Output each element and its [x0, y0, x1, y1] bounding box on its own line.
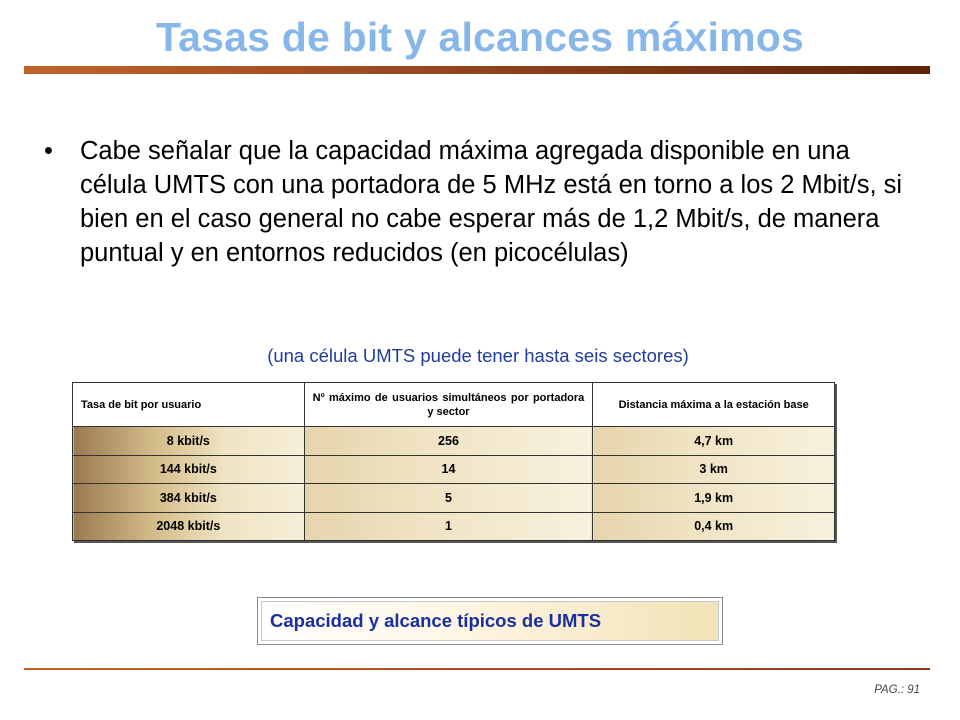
table-row [73, 427, 835, 456]
cell-bit-rate: 2048 kbit/s [73, 512, 305, 541]
cell-max-distance: 3 km [593, 455, 835, 484]
page-number: PAG.: 91 [874, 684, 920, 696]
footer-rule [24, 668, 930, 670]
cell-bit-rate: 8 kbit/s [73, 427, 305, 456]
cell-max-users: 1 [304, 512, 593, 541]
cell-max-distance: 4,7 km [593, 427, 835, 456]
bullet-marker: • [44, 137, 53, 165]
cell-max-users: 256 [304, 427, 593, 456]
header-max-users: Nº máximo de usuarios simultáneos por portadora y sector [304, 383, 593, 427]
cell-max-users: 14 [304, 455, 593, 484]
rates-table [72, 382, 835, 541]
header-bit-rate: Tasa de bit por usuario [73, 383, 305, 427]
header-max-distance: Distancia máxima a la estación base [593, 383, 835, 427]
table-header-row [73, 383, 835, 427]
bullet-text: Cabe señalar que la capacidad máxima agregada disponible en una célula UMTS con una portadora de 5 MHz está en torno a los 2 Mbit/s, si bien en el caso general no cabe esperar más de 1,2 Mbit/s, de manera puntual y en entornos reducidos (en picocélulas) [80, 137, 903, 267]
cell-bit-rate: 384 kbit/s [73, 484, 305, 513]
caption-text: Capacidad y alcance típicos de UMTS [261, 601, 719, 641]
sector-note: (una célula UMTS puede tener hasta seis sectores) [267, 345, 689, 366]
cell-max-distance: 0,4 km [593, 512, 835, 541]
table-row [73, 484, 835, 513]
cell-max-distance: 1,9 km [593, 484, 835, 513]
cell-bit-rate: 144 kbit/s [73, 455, 305, 484]
bullet-point [44, 134, 904, 270]
caption-box [257, 597, 723, 645]
title-rule [24, 66, 930, 74]
table-row [73, 455, 835, 484]
cell-max-users: 5 [304, 484, 593, 513]
slide-title: Tasas de bit y alcances máximos [155, 14, 805, 60]
table-row [73, 512, 835, 541]
